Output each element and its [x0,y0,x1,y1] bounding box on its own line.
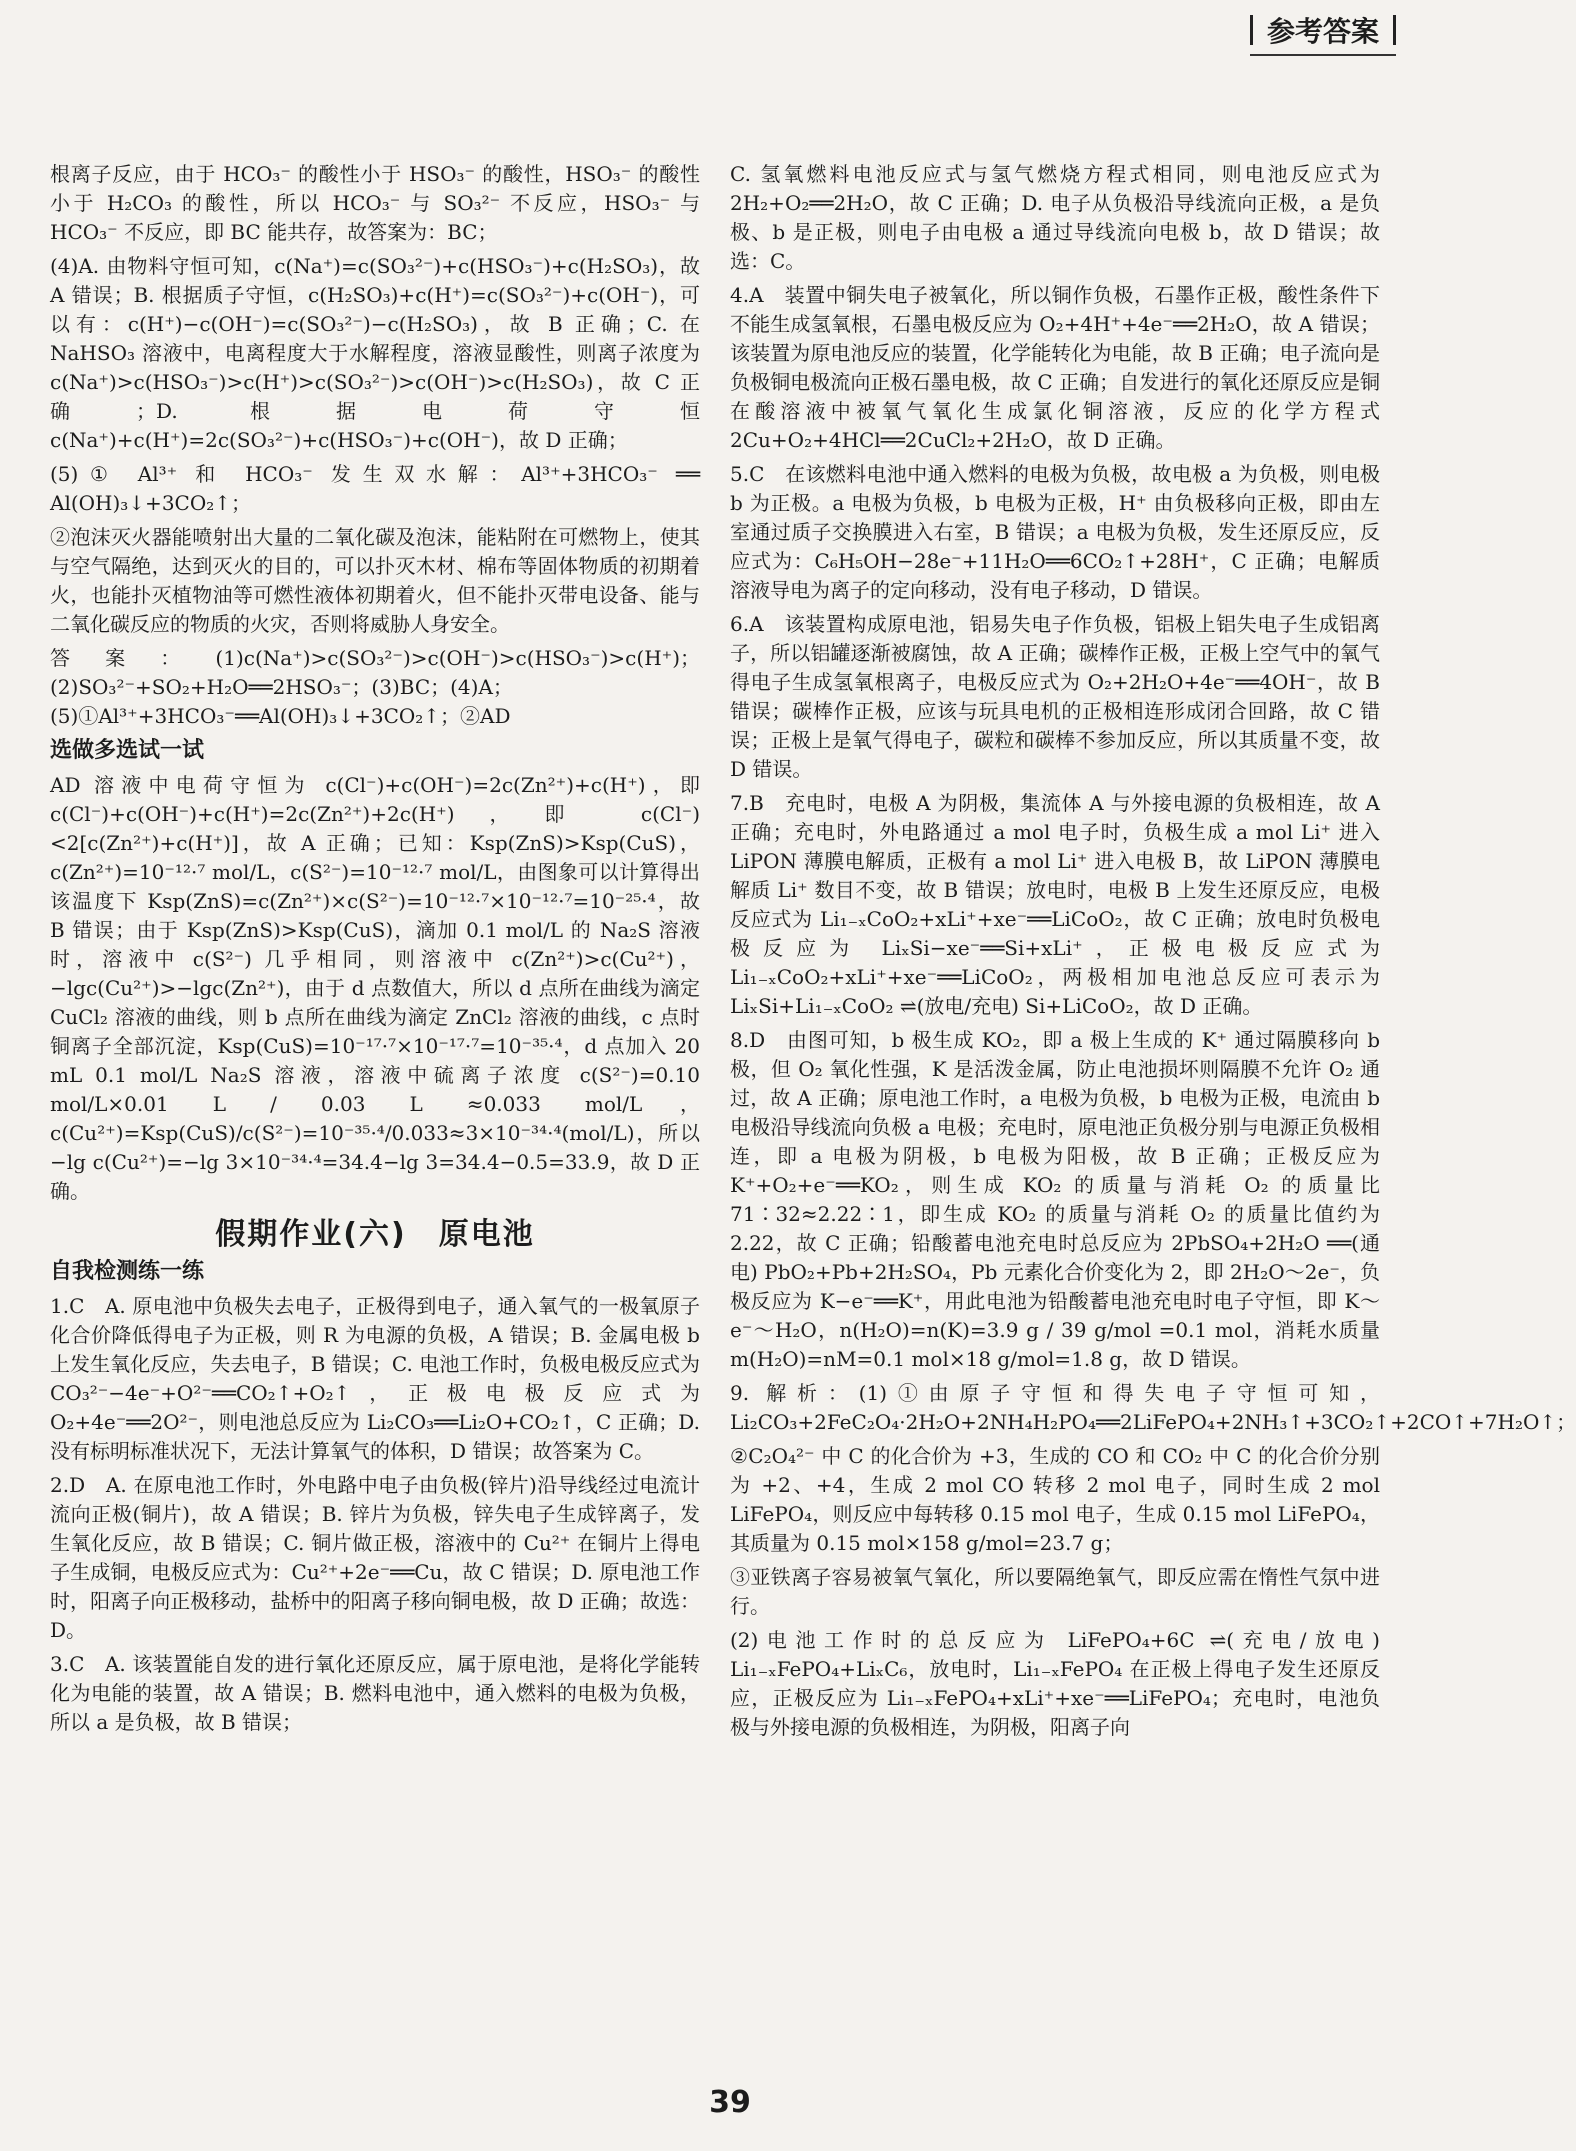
question-answer: 7.B 充电时，电极 A 为阴极，集流体 A 与外接电源的负极相连，故 A 正确；充电时，外电路通过 a mol 电子时，负极生成 a mol Li⁺ 进入 LiPON 薄膜电解质，正极有 a mol Li⁺ 进入电极 B，故 LiPON 薄膜电解质 Li⁺ 数目不变，故 B 错误；放电时，电极 B 上发生还原反应，电极反应式为 Li₁₋ₓCoO₂+xLi⁺+xe⁻══LiCoO₂，故 C 正确；放电时负极电极反应为 LiₓSi−xe⁻══Si+xLi⁺，正极电极反应式为 Li₁₋ₓCoO₂+xLi⁺+xe⁻══LiCoO₂，两极相加电池总反应可表示为 LiₓSi+Li₁₋ₓCoO₂ ⇌(放电/充电) Si+LiCoO₂，故 D 正确。 [730,791,1380,1018]
page-header [1250,10,1396,56]
header-label: 参考答案 [1266,15,1379,48]
paragraph: (4)A. 由物料守恒可知，c(Na⁺)=c(SO₃²⁻)+c(HSO₃⁻)+c(H₂SO₃)，故 A 错误；B. 根据质子守恒，c(H₂SO₃)+c(H⁺)=c(SO₃²⁻)+c(OH⁻)，可以有：c(H⁺)−c(OH⁻)=c(SO₃²⁻)−c(H₂SO₃)，故 B 正确；C. 在 NaHSO₃ 溶液中，电离程度大于水解程度，溶液显酸性，则离子浓度为 c(Na⁺)>c(HSO₃⁻)>c(H⁺)>c(SO₃²⁻)>c(OH⁻)>c(H₂SO₃)，故 C 正确；D. 根据电荷守恒 c(Na⁺)+c(H⁺)=2c(SO₃²⁻)+c(HSO₃⁻)+c(OH⁻)，故 D 正确； [50,254,700,452]
subsection-heading: 选做多选试一试 [50,738,205,763]
paragraph: ②泡沫灭火器能喷射出大量的二氧化碳及泡沫，能粘附在可燃物上，使其与空气隔绝，达到灭火的目的，可以扑灭木材、棉布等固体物质的初期着火，也能扑灭植物油等可燃性液体初期着火，但不能扑灭带电设备、能与二氧化碳反应的物质的火灾，否则将威胁人身安全。 [50,525,700,636]
question-answer: 5.C 在该燃料电池中通入燃料的电极为负极，故电极 a 为负极，则电极 b 为正极。a 电极为负极，b 电极为正极，H⁺ 由负极移向正极，即由左室通过质子交换膜进入右室，B 错误；a 电极为负极，发生还原反应，反应式为：C₆H₅OH−28e⁻+11H₂O══6CO₂↑+28H⁺，C 正确；电解质溶液导电为离子的定向移动，没有电子移动，D 错误。 [730,462,1380,602]
page-number: 39 [709,2085,751,2120]
question-answer: 3.C A. 该装置能自发的进行氧化还原反应，属于原电池，是将化学能转化为电能的装置，故 A 错误；B. 燃料电池中，通入燃料的电极为负极，所以 a 是负极，故 B 错误； [50,1652,700,1734]
right-column [730,160,1576,2080]
paragraph: (5)① Al³⁺ 和 HCO₃⁻ 发生双水解：Al³⁺+3HCO₃⁻ ══ Al(OH)₃↓+3CO₂↑； [50,462,700,515]
answer-paragraph: 答案：(1)c(Na⁺)>c(SO₃²⁻)>c(OH⁻)>c(HSO₃⁻)>c(H⁺)；(2)SO₃²⁻+SO₂+H₂O══2HSO₃⁻；(3)BC；(4)A；(5)①Al³⁺+3HCO₃⁻══Al(OH)₃↓+3CO₂↑；②AD [50,646,700,728]
subsection-heading: 自我检测练一练 [50,1259,205,1284]
question-answer: (2)电池工作时的总反应为 LiFePO₄+6C ⇌(充电/放电) Li₁₋ₓFePO₄+LiₓC₆，放电时，Li₁₋ₓFePO₄ 在正极上得电子发生还原反应，正极反应为 Li₁₋ₓFePO₄+xLi⁺+xe⁻══LiFePO₄；充电时，电池负极与外接电源的负极相连，为阴极，阳离子向 [730,1628,1380,1739]
question-answer: 9. 解析：(1)①由原子守恒和得失电子守恒可知，Li₂CO₃+2FeC₂O₄·2H₂O+2NH₄H₂PO₄══2LiFePO₄+2NH₃↑+3CO₂↑+2CO↑+7H₂O↑； [730,1381,1576,1434]
paragraph: 根离子反应，由于 HCO₃⁻ 的酸性小于 HSO₃⁻ 的酸性，HSO₃⁻ 的酸性小于 H₂CO₃ 的酸性，所以 HCO₃⁻ 与 SO₃²⁻ 不反应，HSO₃⁻ 与 HCO₃⁻ 不反应，即 BC 能共存，故答案为：BC； [50,162,700,244]
question-answer: C. 氢氧燃料电池反应式与氢气燃烧方程式相同，则电池反应式为 2H₂+O₂══2H₂O，故 C 正确；D. 电子从负极沿导线流向正极，a 是负极、b 是正极，则电子由电极 a 通过导线流向电极 b，故 D 错误；故选：C。 [730,162,1380,273]
question-answer: 2.D A. 在原电池工作时，外电路中电子由负极(锌片)沿导线经过电流计流向正极(铜片)，故 A 错误；B. 锌片为负极，锌失电子生成锌离子，发生氧化反应，故 B 错误；C. 铜片做正极，溶液中的 Cu²⁺ 在铜片上得电子生成铜，电极反应式为：Cu²⁺+2e⁻══Cu，故 C 错误；D. 原电池工作时，阳离子向正极移动，盐桥中的阳离子移向铜电极，故 D 正确；故选：D。 [50,1473,700,1642]
left-column [50,160,700,2080]
question-answer: ②C₂O₄²⁻ 中 C 的化合价为 +3，生成的 CO 和 CO₂ 中 C 的化合价分别为 +2、+4，生成 2 mol CO 转移 2 mol 电子，同时生成 2 mol LiFePO₄，则反应中每转移 0.15 mol 电子，生成 0.15 mol LiFePO₄，其质量为 0.15 mol×158 g/mol=23.7 g； [730,1444,1380,1555]
section-title: 假期作业(六) 原电池 [215,1217,535,1252]
paragraph: AD 溶液中电荷守恒为 c(Cl⁻)+c(OH⁻)=2c(Zn²⁺)+c(H⁺)，即 c(Cl⁻)+c(OH⁻)+c(H⁺)=2c(Zn²⁺)+2c(H⁺)，即 c(Cl⁻)<2[c(Zn²⁺)+c(H⁺)]，故 A 正确；已知：Ksp(ZnS)>Ksp(CuS)，c(Zn²⁺)=10⁻¹²·⁷ mol/L，c(S²⁻)=10⁻¹²·⁷ mol/L，由图象可以计算得出该温度下 Ksp(ZnS)=c(Zn²⁺)×c(S²⁻)=10⁻¹²·⁷×10⁻¹²·⁷=10⁻²⁵·⁴，故 B 错误；由于 Ksp(ZnS)>Ksp(CuS)，滴加 0.1 mol/L 的 Na₂S 溶液时，溶液中 c(S²⁻) 几乎相同，则溶液中 c(Zn²⁺)>c(Cu²⁺)，−lgc(Cu²⁺)>−lgc(Zn²⁺)，由于 d 点数值大，所以 d 点所在曲线为滴定 CuCl₂ 溶液的曲线，则 b 点所在曲线为滴定 ZnCl₂ 溶液的曲线，c 点时铜离子全部沉淀，Ksp(CuS)=10⁻¹⁷·⁷×10⁻¹⁷·⁷=10⁻³⁵·⁴，d 点加入 20 mL 0.1 mol/L Na₂S 溶液，溶液中硫离子浓度 c(S²⁻)=0.10 mol/L×0.01 L / 0.03 L ≈0.033 mol/L，c(Cu²⁺)=Ksp(CuS)/c(S²⁻)=10⁻³⁵·⁴/0.033≈3×10⁻³⁴·⁴(mol/L)，所以 −lg c(Cu²⁺)=−lg 3×10⁻³⁴·⁴=34.4−lg 3=34.4−0.5=33.9，故 D 正确。 [50,773,700,1203]
question-answer: 4.A 装置中铜失电子被氧化，所以铜作负极，石墨作正极，酸性条件下不能生成氢氧根，石墨电极反应为 O₂+4H⁺+4e⁻══2H₂O，故 A 错误；该装置为原电池反应的装置，化学能转化为电能，故 B 正确；电子流向是负极铜电极流向正极石墨电极，故 C 正确；自发进行的氧化还原反应是铜在酸溶液中被氧气氧化生成氯化铜溶液，反应的化学方程式 2Cu+O₂+4HCl══2CuCl₂+2H₂O，故 D 正确。 [730,283,1380,452]
question-answer: ③亚铁离子容易被氧气氧化，所以要隔绝氧气，即反应需在惰性气氛中进行。 [730,1565,1380,1618]
question-answer: 8.D 由图可知，b 极生成 KO₂，即 a 极上生成的 K⁺ 通过隔膜移向 b 极，但 O₂ 氧化性强，K 是活泼金属，防止电池损坏则隔膜不允许 O₂ 通过，故 A 正确；原电池工作时，a 电极为负极，b 电极为正极，电流由 b 电极沿导线流向负极 a 电极；充电时，原电池正负极分别与电源正负极相连，即 a 电极为阴极，b 电极为阳极，故 B 正确；正极反应为 K⁺+O₂+e⁻══KO₂，则生成 KO₂ 的质量与消耗 O₂ 的质量比 71∶32≈2.22∶1，即生成 KO₂ 的质量与消耗 O₂ 的质量比值约为 2.22，故 C 正确；铅酸蓄电池充电时总反应为 2PbSO₄+2H₂O ══(通电) PbO₂+Pb+2H₂SO₄，Pb 元素化合价变化为 2，即 2H₂O～2e⁻，负极反应为 K−e⁻══K⁺，用此电池为铅酸蓄电池充电时电子守恒，即 K～e⁻～H₂O，n(H₂O)=n(K)=3.9 g / 39 g/mol =0.1 mol，消耗水质量 m(H₂O)=nM=0.1 mol×18 g/mol=1.8 g，故 D 错误。 [730,1028,1380,1371]
question-answer: 6.A 该装置构成原电池，铝易失电子作负极，铝极上铝失电子生成铝离子，所以铝罐逐渐被腐蚀，故 A 正确；碳棒作正极，正极上空气中的氧气得电子生成氢氧根离子，电极反应式为 O₂+2H₂O+4e⁻══4OH⁻，故 B 错误；碳棒作正极，应该与玩具电机的正极相连形成闭合回路，故 C 错误；正极上是氧气得电子，碳粒和碳棒不参加反应，所以其质量不变，故 D 错误。 [730,612,1380,781]
header-divider [1393,15,1396,45]
question-answer: 1.C A. 原电池中负极失去电子，正极得到电子，通入氧气的一极氧原子化合价降低得电子为正极，则 R 为电源的负极，A 错误；B. 金属电极 b 上发生氧化反应，失去电子，B 错误；C. 电池工作时，负极电极反应式为 CO₃²⁻−4e⁻+O²⁻══CO₂↑+O₂↑，正极电极反应式为 O₂+4e⁻══2O²⁻，则电池总反应为 Li₂CO₃══Li₂O+CO₂↑，C 正确；D. 没有标明标准状况下，无法计算氧气的体积，D 错误；故答案为 C。 [50,1294,700,1463]
